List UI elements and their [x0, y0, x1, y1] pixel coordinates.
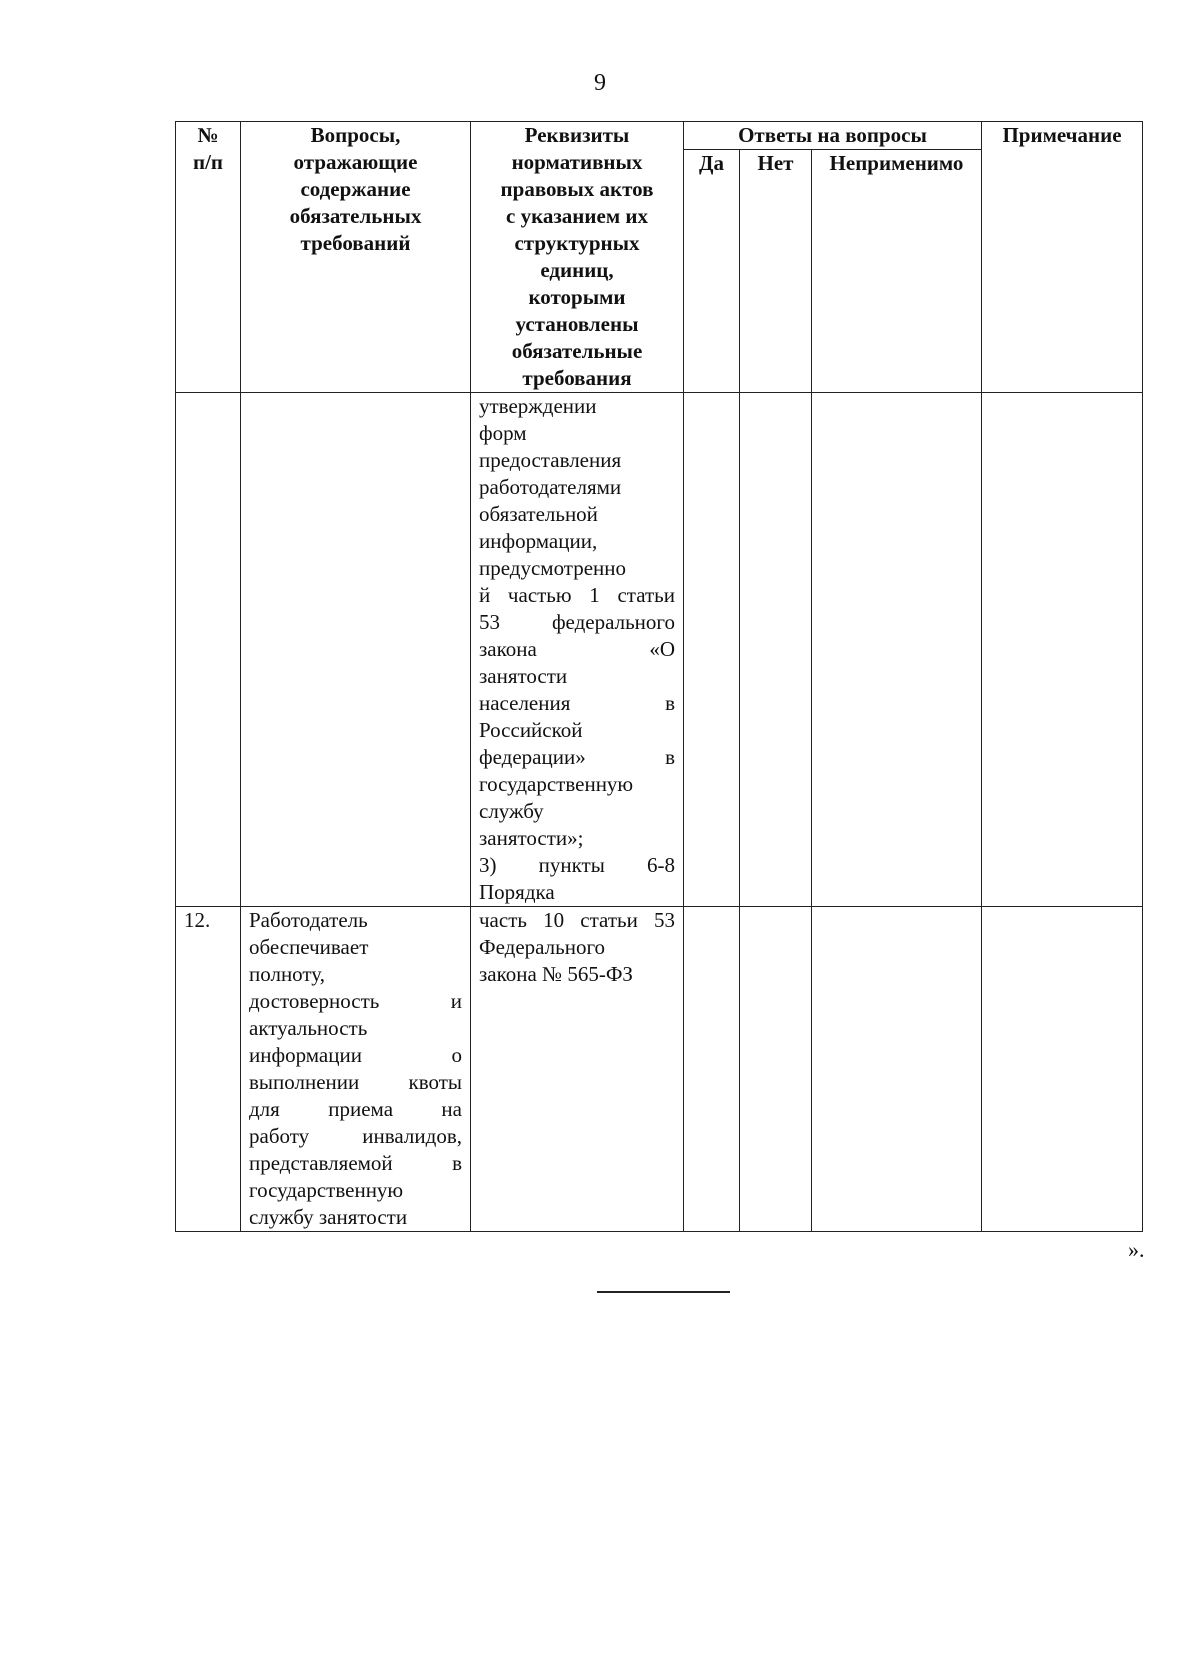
header-na: Неприменимо	[812, 150, 982, 393]
requisites-cell	[471, 393, 684, 907]
question-cell-line: информации о	[249, 1043, 462, 1067]
header-no: Нет	[740, 150, 812, 393]
question-cell-line: государственную	[249, 1178, 404, 1202]
requisites-cell-line: государственную	[479, 772, 634, 796]
requisites-cell-line: предусмотренно	[479, 556, 627, 580]
header-row-1	[176, 122, 1143, 150]
requisites-cell-line: форм	[479, 421, 527, 445]
question-cell-line: работу инвалидов,	[249, 1124, 462, 1148]
requisites-cell-line: занятости»;	[479, 826, 584, 850]
note-cell	[982, 393, 1143, 907]
requisites-cell-line: предоставления	[479, 448, 622, 472]
requisites-cell	[471, 907, 684, 1232]
requisites-cell-line: федерации» в	[479, 745, 675, 769]
header-answers: Ответы на вопросы	[684, 122, 982, 150]
requisites-cell-line: Порядка	[479, 880, 555, 904]
header-num: № п/п	[176, 122, 241, 393]
requisites-cell-line: й частью 1 статьи	[479, 583, 675, 607]
header-note: Примечание	[982, 122, 1143, 393]
note-cell	[982, 907, 1143, 1232]
requisites-cell-line: закона № 565-ФЗ	[479, 962, 633, 986]
answer-na-cell	[812, 907, 982, 1232]
question-cell-line: представляемой в	[249, 1151, 462, 1175]
requisites-cell-line: утверждении	[479, 394, 597, 418]
question-cell-line: обеспечивает	[249, 935, 369, 959]
requisites-cell-line: Федерального	[479, 935, 606, 959]
requisites-cell-line: информации,	[479, 529, 598, 553]
header-requisites: Реквизиты нормативных правовых актов с указанием их структурных единиц, которыми установлены обязательные требования	[471, 122, 684, 393]
requisites-cell-line: работодателями	[479, 475, 622, 499]
checklist-table	[175, 121, 1143, 1232]
question-cell-line: актуальность	[249, 1016, 368, 1040]
closing-quote: ».	[1128, 1237, 1145, 1262]
answer-yes-cell	[684, 907, 740, 1232]
question-cell-line: полноту,	[249, 962, 325, 986]
question-cell-line: выполнении квоты	[249, 1070, 462, 1094]
answer-no-cell	[740, 393, 812, 907]
question-cell	[241, 907, 471, 1232]
end-rule	[597, 1291, 730, 1293]
requisites-cell-line: 3) пункты 6-8	[479, 853, 675, 877]
requisites-cell-line: 53 федерального	[479, 610, 675, 634]
row-number: 12.	[176, 907, 241, 1232]
page-number: 9	[594, 70, 606, 96]
requisites-cell-line: закона «О	[479, 637, 675, 661]
requisites-cell-line: часть 10 статьи 53	[479, 908, 675, 932]
table-row	[176, 393, 1143, 907]
requisites-cell-line: населения в	[479, 691, 675, 715]
row-number	[176, 393, 241, 907]
question-cell-line: для приема на	[249, 1097, 462, 1121]
requisites-cell-line: занятости	[479, 664, 568, 688]
question-cell-line: службу занятости	[249, 1205, 408, 1229]
answer-na-cell	[812, 393, 982, 907]
header-questions: Вопросы, отражающие содержание обязательных требований	[241, 122, 471, 393]
header-yes: Да	[684, 150, 740, 393]
answer-no-cell	[740, 907, 812, 1232]
table-row	[176, 907, 1143, 1232]
requisites-cell-line: Российской	[479, 718, 583, 742]
requisites-cell-line: службу	[479, 799, 544, 823]
question-cell-line: Работодатель	[249, 908, 368, 932]
answer-yes-cell	[684, 393, 740, 907]
question-cell-line: достоверность и	[249, 989, 462, 1013]
question-cell	[241, 393, 471, 907]
requisites-cell-line: обязательной	[479, 502, 598, 526]
